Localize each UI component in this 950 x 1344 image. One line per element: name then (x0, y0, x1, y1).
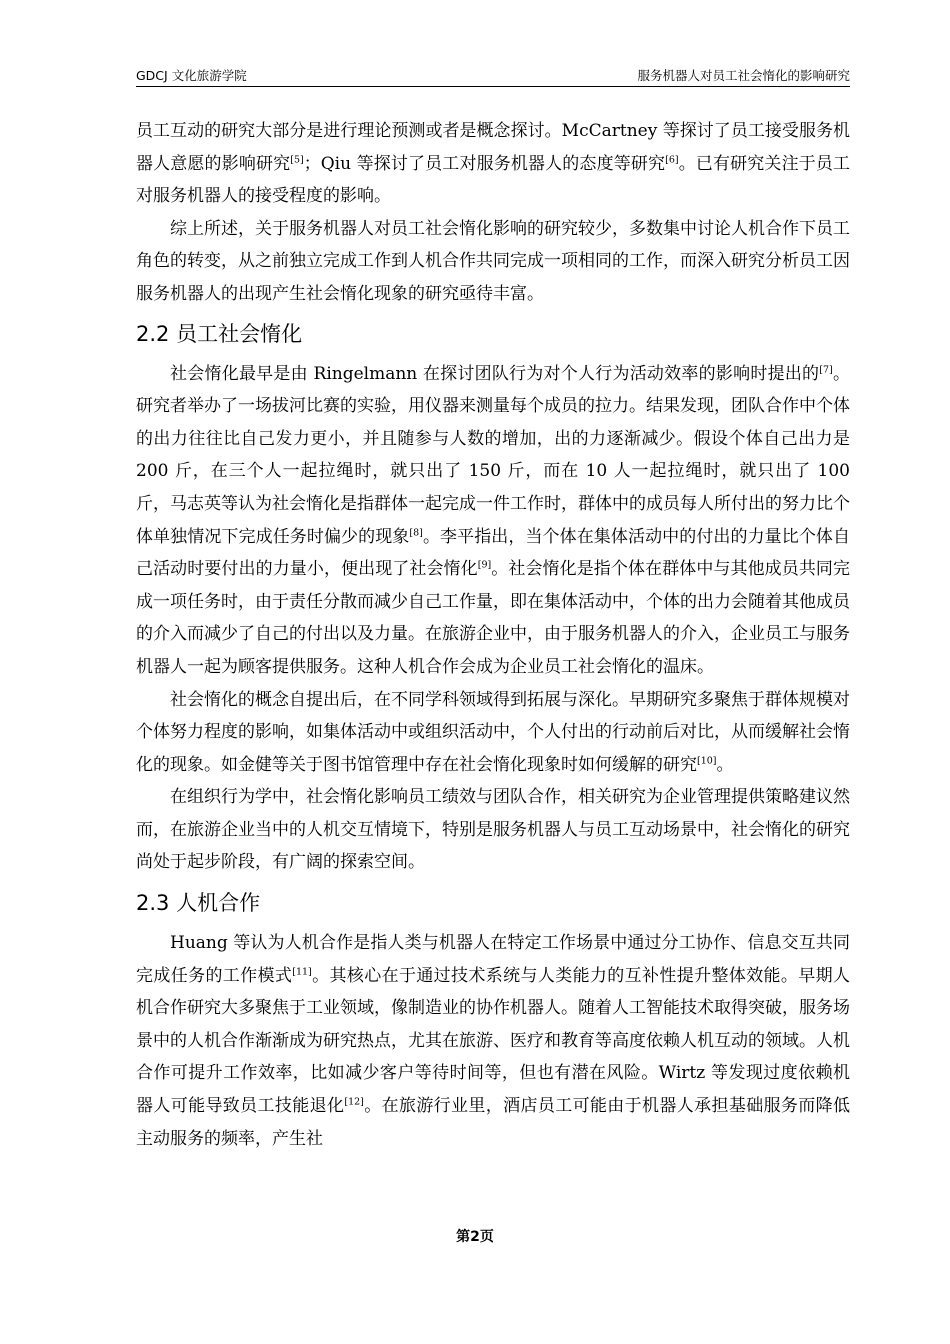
citation-5: [5] (290, 153, 304, 165)
page-header (136, 66, 850, 87)
paragraph-3: 社会惰化最早是由 Ringelmann 在探讨团队行为对个人行为活动效率的影响时提出的[7]。研究者举办了一场拔河比赛的实验，用仪器来测量每个成员的拉力。结果发现，团队合作中个体的出力往往比自己发力更小，并且随参与人数的增加，出的力逐渐减少。假设个体自己出力是 200 斤，在三个人一起拉绳时，就只出了 150 斤，而在 10 人一起拉绳时，就只出了 100 斤，马志英等认为社会惰化是指群体一起完成一件工作时，群体中的成员每人所付出的努力比个体单独情况下完成任务时偏少的现象[8]。李平指出，当个体在集体活动中的付出的力量比个体自己活动时要付出的力量小，便出现了社会惰化[9]。社会惰化是指个体在群体中与其他成员共同完成一项任务时，由于责任分散而减少自己工作量，即在集体活动中，个体的出力会随着其他成员的介入而减少了自己的付出以及力量。在旅游企业中，由于服务机器人的介入，企业员工与服务机器人一起为顾客提供服务。这种人机合作会成为企业员工社会惰化的温床。 (136, 363, 851, 677)
paragraph-2: 综上所述，关于服务机器人对员工社会惰化影响的研究较少，多数集中讨论人机合作下员工角色的转变，从之前独立完成工作到人机合作共同完成一项相同的工作，而深入研究分析员工因服务机器人的出现产生社会惰化现象的研究亟待丰富。 (136, 218, 850, 304)
header-institution: GDCJ 文化旅游学院 (136, 68, 247, 83)
citation-8: [8] (409, 526, 423, 538)
page-number: 第2页 (456, 1229, 494, 1245)
paragraph-1: 员工互动的研究大部分是进行理论预测或者是概念探讨。McCartney 等探讨了员工接受服务机器人意愿的影响研究[5]；Qiu 等探讨了员工对服务机器人的态度等研究[6]。已有研究关注于员工对服务机器人的接受程度的影响。 (136, 121, 850, 207)
citation-11: [11] (292, 966, 312, 977)
paragraph-6: Huang 等认为人机合作是指人类与机器人在特定工作场景中通过分工协作、信息交互共同完成任务的工作模式[11]。其核心在于通过技术系统与人类能力的互补性提升整体效能。早期人机合作研究大多聚焦于工业领域，像制造业的协作机器人。随着人工智能技术取得突破，服务场景中的人机合作渐渐成为研究热点，尤其在旅游、医疗和教育等高度依赖人机互动的领域。人机合作可提升工作效率，比如减少客户等待时间等，但也有潜在风险。Wirtz 等发现过度依赖机器人可能导致员工技能退化[12]。在旅游行业里，酒店员工可能由于机器人承担基础服务而降低主动服务的频率，产生社 (136, 933, 851, 1149)
citation-12: [12] (344, 1096, 364, 1108)
citation-6: [6] (665, 153, 679, 165)
page-body (136, 115, 850, 1155)
paragraph-4: 社会惰化的概念自提出后，在不同学科领域得到拓展与深化。早期研究多聚焦于群体规模对个体努力程度的影响，如集体活动中或组织活动中，个人付出的行动前后对比，从而缓解社会惰化的现象。如金健等关于图书馆管理中存在社会惰化现象时如何缓解的研究[10]。 (136, 689, 850, 775)
citation-9: [9] (477, 559, 492, 571)
citation-10: [10] (697, 755, 717, 767)
paragraph-5: 在组织行为学中，社会惰化影响员工绩效与团队合作，相关研究为企业管理提供策略建议然而，在旅游企业当中的人机交互情境下，特别是服务机器人与员工互动场景中，社会惰化的研究尚处于起步阶段，有广阔的探索空间。 (136, 787, 850, 873)
citation-7: [7] (819, 363, 833, 375)
section-heading-2-3: 2.3 人机合作 (136, 891, 261, 916)
header-paper-title: 服务机器人对员工社会惰化的影响研究 (637, 68, 850, 83)
section-heading-2-2: 2.2 员工社会惰化 (136, 321, 303, 346)
